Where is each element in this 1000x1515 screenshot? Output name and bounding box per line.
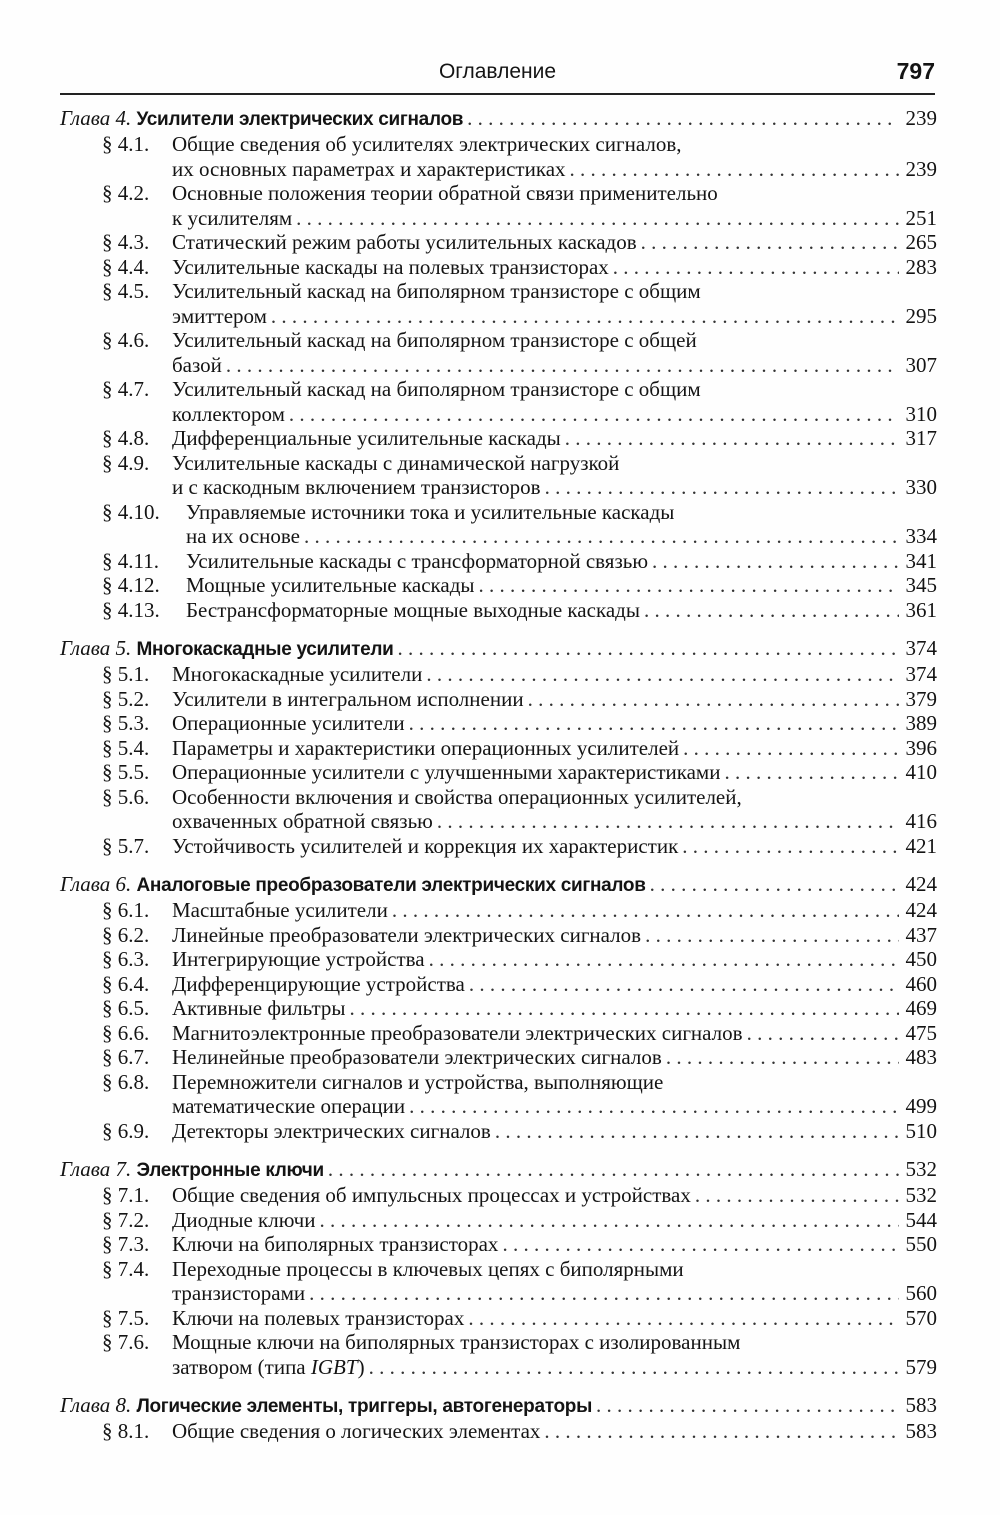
section-number: § 7.1. — [102, 1183, 150, 1207]
section-title-line: Усилительный каскад на биполярном транзисторе с общей — [172, 328, 697, 352]
section-page-number: 579 — [905, 1354, 937, 1379]
section-page-number: 550 — [905, 1232, 937, 1256]
toc-chapter — [60, 1393, 937, 1444]
section-title-line: Устойчивость усилителей и коррекция их характеристик — [172, 833, 679, 858]
dot-leader — [437, 809, 899, 834]
section-title-line: Активные фильтры — [172, 996, 346, 1020]
toc-section-entry — [60, 573, 937, 598]
section-title-line: Переходные процессы в ключевых цепях с биполярными — [172, 1256, 684, 1281]
section-leader-line — [172, 1232, 937, 1257]
toc-section-entry — [60, 834, 937, 859]
section-title-line: Бестрансформаторные мощные выходные каскады — [186, 597, 640, 622]
section-page-number: 295 — [905, 303, 937, 328]
section-page-number: 341 — [905, 548, 937, 573]
toc-section-entry — [60, 1208, 937, 1233]
section-title-line: Усилители в интегральном исполнении — [172, 686, 524, 711]
section-page-number: 583 — [905, 1419, 937, 1443]
section-leader-line — [172, 662, 937, 687]
section-leader-line — [172, 1306, 937, 1331]
section-leader-line — [172, 426, 937, 451]
section-number: § 4.7. — [102, 377, 150, 401]
dot-leader — [724, 760, 899, 785]
dot-leader — [747, 1021, 899, 1046]
section-page-number: 251 — [905, 205, 937, 230]
section-number: § 4.6. — [102, 328, 150, 352]
section-title-line: их основных параметрах и характеристиках — [172, 156, 566, 181]
section-leader-line — [172, 206, 937, 231]
toc-section-entry — [60, 972, 937, 997]
toc-section-entry — [60, 255, 937, 280]
section-number: § 6.1. — [102, 898, 150, 922]
dot-leader — [328, 1157, 899, 1182]
section-title-line: на их основе — [186, 524, 300, 548]
section-title-line: Линейные преобразователи электрических сигналов — [172, 922, 642, 947]
section-page-number: 239 — [905, 156, 937, 181]
section-number: § 6.4. — [102, 971, 150, 996]
dot-leader — [683, 736, 899, 761]
toc-section-entry — [60, 451, 937, 500]
toc-section-entry — [60, 1183, 937, 1208]
toc-section-entry — [60, 898, 937, 923]
dot-leader — [289, 402, 899, 427]
toc-section-entry — [60, 1070, 937, 1119]
section-title-line: затвором (типа IGBT) — [172, 1354, 365, 1379]
toc-chapter — [60, 106, 937, 622]
dot-leader — [565, 426, 899, 451]
dot-leader — [469, 972, 899, 997]
section-number: § 5.7. — [102, 833, 150, 858]
dot-leader — [304, 524, 899, 549]
dot-leader — [271, 304, 899, 329]
section-page-number: 389 — [905, 711, 937, 735]
toc-section-entry — [60, 662, 937, 687]
section-title-line: Усилительные каскады с трансформаторной связью — [186, 548, 649, 573]
section-title-line: Усилительные каскады с динамической нагрузкой — [172, 450, 620, 475]
dot-leader — [369, 1355, 899, 1380]
section-page-number: 374 — [905, 662, 937, 686]
section-title-line: Особенности включения и свойства операционных усилителей, — [172, 784, 742, 809]
chapter-page-number: 583 — [905, 1393, 937, 1417]
section-number: § 5.4. — [102, 735, 150, 760]
chapter-page-number: 532 — [905, 1157, 937, 1181]
toc-section-entry — [60, 1119, 937, 1144]
dot-leader — [319, 1208, 899, 1233]
section-leader-line — [172, 255, 937, 280]
dot-leader — [429, 947, 899, 972]
chapter-heading-text — [60, 1157, 324, 1183]
toc-section-entry — [60, 132, 937, 181]
section-title-line: Детекторы электрических сигналов — [172, 1118, 491, 1143]
dot-leader — [613, 255, 899, 280]
section-number: § 4.3. — [102, 230, 150, 254]
section-page-number: 437 — [905, 922, 937, 947]
section-number: § 7.4. — [102, 1256, 150, 1281]
section-leader-line — [172, 304, 937, 329]
section-title-line: Усилительный каскад на биполярном транзисторе с общим — [172, 377, 701, 401]
section-title-line: Операционные усилители с улучшенными характеристиками — [172, 760, 721, 784]
section-number: § 7.3. — [102, 1232, 150, 1256]
section-page-number: 450 — [905, 947, 937, 971]
toc-section-entry — [60, 736, 937, 761]
section-number: § 4.10. — [102, 499, 160, 524]
dot-leader — [468, 1306, 899, 1331]
toc-chapter — [60, 636, 937, 858]
section-number: § 5.1. — [102, 662, 150, 686]
toc-section-entry — [60, 598, 937, 623]
section-number: § 4.2. — [102, 181, 150, 205]
chapter-title: Аналоговые преобразователи электрических сигналов — [136, 875, 646, 896]
section-number: § 7.5. — [102, 1305, 150, 1330]
section-number: § 4.1. — [102, 132, 150, 156]
section-leader-line — [172, 157, 937, 182]
section-page-number: 421 — [905, 833, 937, 858]
header-rule — [60, 93, 935, 95]
section-title-line: транзисторами — [172, 1281, 306, 1305]
section-leader-line — [172, 1119, 937, 1144]
toc-section-entry — [60, 230, 937, 255]
section-leader-line — [172, 1021, 937, 1046]
section-title-line: Операционные усилители — [172, 711, 405, 735]
section-title-line: Нелинейные преобразователи электрических сигналов — [172, 1045, 662, 1069]
section-title-line: Параметры и характеристики операционных усилителей — [172, 735, 680, 760]
section-page-number: 283 — [905, 254, 937, 279]
dot-leader — [682, 834, 899, 859]
toc-section-entry — [60, 947, 937, 972]
dot-leader — [650, 872, 899, 897]
section-number: § 6.6. — [102, 1020, 150, 1045]
section-page-number: 416 — [905, 809, 937, 833]
section-page-number: 307 — [905, 352, 937, 377]
section-page-number: 483 — [905, 1045, 937, 1069]
section-title-line: Дифференцирующие устройства — [172, 971, 465, 996]
dot-leader — [392, 898, 899, 923]
chapter-heading — [60, 1393, 937, 1419]
section-leader-line — [172, 1355, 937, 1380]
toc-chapter — [60, 872, 937, 1143]
chapter-heading — [60, 1157, 937, 1183]
section-number: § 4.4. — [102, 254, 150, 279]
section-leader-line — [172, 1183, 937, 1208]
toc-section-entry — [60, 1045, 937, 1070]
dot-leader — [645, 923, 899, 948]
section-title-line: Мощные усилительные каскады — [186, 573, 475, 597]
section-page-number: 361 — [905, 597, 937, 622]
dot-leader — [644, 598, 899, 623]
toc-section-entry — [60, 1257, 937, 1306]
chapter-heading-text — [60, 636, 394, 662]
chapter-page-number: 374 — [905, 636, 937, 660]
section-title-line: Ключи на полевых транзисторах — [172, 1305, 465, 1330]
dot-leader — [695, 1183, 899, 1208]
section-title-line: Диодные ключи — [172, 1207, 316, 1232]
section-leader-line — [172, 711, 937, 736]
dot-leader — [528, 687, 899, 712]
chapter-title: Усилители электрических сигналов — [136, 109, 464, 130]
section-page-number: 379 — [905, 686, 937, 711]
chapter-heading-text — [60, 1393, 592, 1419]
header-page-number: 797 — [896, 58, 935, 84]
chapter-heading-text — [60, 106, 463, 132]
chapter-heading-text — [60, 872, 646, 898]
section-title-line: к усилителям — [172, 205, 293, 230]
section-leader-line — [172, 972, 937, 997]
section-leader-line — [172, 1281, 937, 1306]
section-number: § 6.7. — [102, 1045, 150, 1069]
section-leader-line — [172, 402, 937, 427]
dot-leader — [479, 573, 899, 598]
section-leader-line — [186, 524, 937, 549]
dot-leader — [426, 662, 899, 687]
dot-leader — [398, 636, 900, 661]
chapter-heading — [60, 636, 937, 662]
section-leader-line — [172, 1045, 937, 1070]
toc-section-entry — [60, 1419, 937, 1444]
section-number: § 4.12. — [102, 573, 160, 597]
section-page-number: 499 — [905, 1094, 937, 1118]
chapter-heading — [60, 106, 937, 132]
section-leader-line — [172, 923, 937, 948]
dot-leader — [666, 1045, 899, 1070]
section-title-line: Интегрирующие устройства — [172, 947, 425, 971]
dot-leader — [495, 1119, 899, 1144]
toc-section-entry — [60, 687, 937, 712]
section-leader-line — [186, 573, 937, 598]
section-title-line: эмиттером — [172, 303, 267, 328]
section-number: § 6.5. — [102, 996, 150, 1020]
section-leader-line — [186, 598, 937, 623]
dot-leader — [296, 206, 899, 231]
section-page-number: 532 — [905, 1183, 937, 1207]
section-page-number: 330 — [905, 475, 937, 499]
section-leader-line — [172, 898, 937, 923]
chapter-label: Глава 4. — [60, 106, 132, 130]
chapter-page-number: 424 — [905, 872, 937, 896]
section-leader-line — [172, 996, 937, 1021]
section-leader-line — [172, 736, 937, 761]
toc-section-entry — [60, 279, 937, 328]
chapter-page-number: 239 — [905, 106, 937, 130]
section-title-line: и с каскодным включением транзисторов — [172, 475, 541, 499]
section-title-line: Общие сведения об усилителях электрических сигналов, — [172, 132, 682, 156]
section-title-line: Многокаскадные усилители — [172, 662, 423, 686]
section-leader-line — [172, 834, 937, 859]
section-page-number: 460 — [905, 971, 937, 996]
toc-section-entry — [60, 377, 937, 426]
chapter-leader-line — [60, 636, 937, 662]
section-title-line: базой — [172, 352, 222, 377]
chapter-leader-line — [60, 1157, 937, 1183]
section-number: § 5.3. — [102, 711, 150, 735]
section-number: § 6.2. — [102, 922, 150, 947]
section-page-number: 345 — [905, 573, 937, 597]
section-number: § 6.9. — [102, 1118, 150, 1143]
chapter-title: Многокаскадные усилители — [136, 639, 394, 660]
toc-section-entry — [60, 1330, 937, 1379]
section-number: § 7.6. — [102, 1330, 150, 1354]
header-title: Оглавление — [438, 60, 557, 83]
section-title-line: коллектором — [172, 401, 285, 426]
section-title-line: Основные положения теории обратной связи применительно — [172, 181, 718, 205]
dot-leader — [502, 1232, 899, 1257]
section-page-number: 544 — [905, 1207, 937, 1232]
chapter-label: Глава 8. — [60, 1393, 132, 1417]
toc-section-entry — [60, 1306, 937, 1331]
chapter-leader-line — [60, 872, 937, 898]
section-number: § 8.1. — [102, 1419, 150, 1443]
section-page-number: 560 — [905, 1281, 937, 1305]
section-page-number: 265 — [905, 230, 937, 254]
dot-leader — [226, 353, 899, 378]
section-title-line: Масштабные усилители — [172, 898, 388, 922]
section-title-line: Ключи на биполярных транзисторах — [172, 1232, 499, 1256]
section-leader-line — [172, 475, 937, 500]
section-number: § 5.5. — [102, 760, 150, 784]
toc-section-entry — [60, 785, 937, 834]
chapter-label: Глава 7. — [60, 1157, 132, 1181]
section-leader-line — [172, 1208, 937, 1233]
table-of-contents — [60, 106, 937, 1458]
dot-leader — [467, 106, 899, 131]
section-title-line: охваченных обратной связью — [172, 809, 433, 833]
section-leader-line — [172, 809, 937, 834]
section-number: § 6.8. — [102, 1069, 150, 1094]
section-title-line: Управляемые источники тока и усилительные каскады — [186, 499, 675, 524]
chapter-heading — [60, 872, 937, 898]
chapter-leader-line — [60, 1393, 937, 1419]
section-leader-line — [186, 549, 937, 574]
toc-section-entry — [60, 500, 937, 549]
chapter-label: Глава 6. — [60, 872, 132, 896]
section-title-line: Перемножители сигналов и устройства, выполняющие — [172, 1069, 664, 1094]
section-number: § 6.3. — [102, 947, 150, 971]
section-leader-line — [172, 1419, 937, 1444]
toc-section-entry — [60, 1021, 937, 1046]
dot-leader — [641, 230, 899, 255]
section-number: § 4.5. — [102, 279, 150, 303]
section-title-line: Мощные ключи на биполярных транзисторах с изолированным — [172, 1330, 741, 1354]
dot-leader — [309, 1281, 899, 1306]
section-number: § 7.2. — [102, 1207, 150, 1232]
toc-section-entry — [60, 996, 937, 1021]
section-page-number: 475 — [905, 1020, 937, 1045]
section-title-line: Общие сведения об импульсных процессах и устройствах — [172, 1183, 691, 1207]
section-title-line: Статический режим работы усилительных каскадов — [172, 230, 637, 254]
dot-leader — [545, 475, 899, 500]
section-leader-line — [172, 687, 937, 712]
section-page-number: 410 — [905, 760, 937, 784]
section-title-line: Усилительный каскад на биполярном транзисторе с общим — [172, 279, 701, 303]
toc-section-entry — [60, 711, 937, 736]
section-title-line: Усилительные каскады на полевых транзисторах — [172, 254, 609, 279]
toc-chapter — [60, 1157, 937, 1379]
section-page-number: 424 — [905, 898, 937, 922]
chapter-title: Логические элементы, триггеры, автогенераторы — [136, 1396, 593, 1417]
toc-section-entry — [60, 328, 937, 377]
dot-leader — [409, 1094, 899, 1119]
toc-section-entry — [60, 549, 937, 574]
section-page-number: 334 — [905, 524, 937, 548]
section-number: § 5.6. — [102, 784, 150, 809]
chapter-leader-line — [60, 106, 937, 132]
section-leader-line — [172, 230, 937, 255]
chapter-label: Глава 5. — [60, 636, 132, 660]
section-page-number: 310 — [905, 401, 937, 426]
section-page-number: 317 — [905, 426, 937, 450]
section-title-line: Общие сведения о логических элементах — [172, 1419, 541, 1443]
running-header — [60, 58, 935, 94]
toc-section-entry — [60, 426, 937, 451]
section-number: § 4.13. — [102, 597, 160, 622]
section-leader-line — [172, 353, 937, 378]
dot-leader — [652, 549, 899, 574]
section-number: § 4.8. — [102, 426, 150, 450]
dot-leader — [570, 157, 899, 182]
dot-leader — [409, 711, 899, 736]
section-title-line: математические операции — [172, 1094, 406, 1118]
section-number: § 4.11. — [102, 548, 159, 573]
section-page-number: 469 — [905, 996, 937, 1020]
section-number: § 5.2. — [102, 686, 150, 711]
toc-section-entry — [60, 760, 937, 785]
dot-leader — [596, 1393, 899, 1418]
section-leader-line — [172, 760, 937, 785]
section-leader-line — [172, 1094, 937, 1119]
section-title-line: Магнитоэлектронные преобразователи электрических сигналов — [172, 1020, 743, 1045]
section-page-number: 396 — [905, 735, 937, 760]
dot-leader — [350, 996, 900, 1021]
section-number: § 4.9. — [102, 450, 150, 475]
chapter-title: Электронные ключи — [136, 1160, 324, 1181]
toc-section-entry — [60, 923, 937, 948]
igbt-term: IGBT — [310, 1354, 358, 1379]
section-page-number: 510 — [905, 1118, 937, 1143]
toc-section-entry — [60, 181, 937, 230]
section-title-line: Дифференциальные усилительные каскады — [172, 426, 561, 450]
section-page-number: 570 — [905, 1305, 937, 1330]
section-leader-line — [172, 947, 937, 972]
dot-leader — [544, 1419, 899, 1444]
toc-section-entry — [60, 1232, 937, 1257]
